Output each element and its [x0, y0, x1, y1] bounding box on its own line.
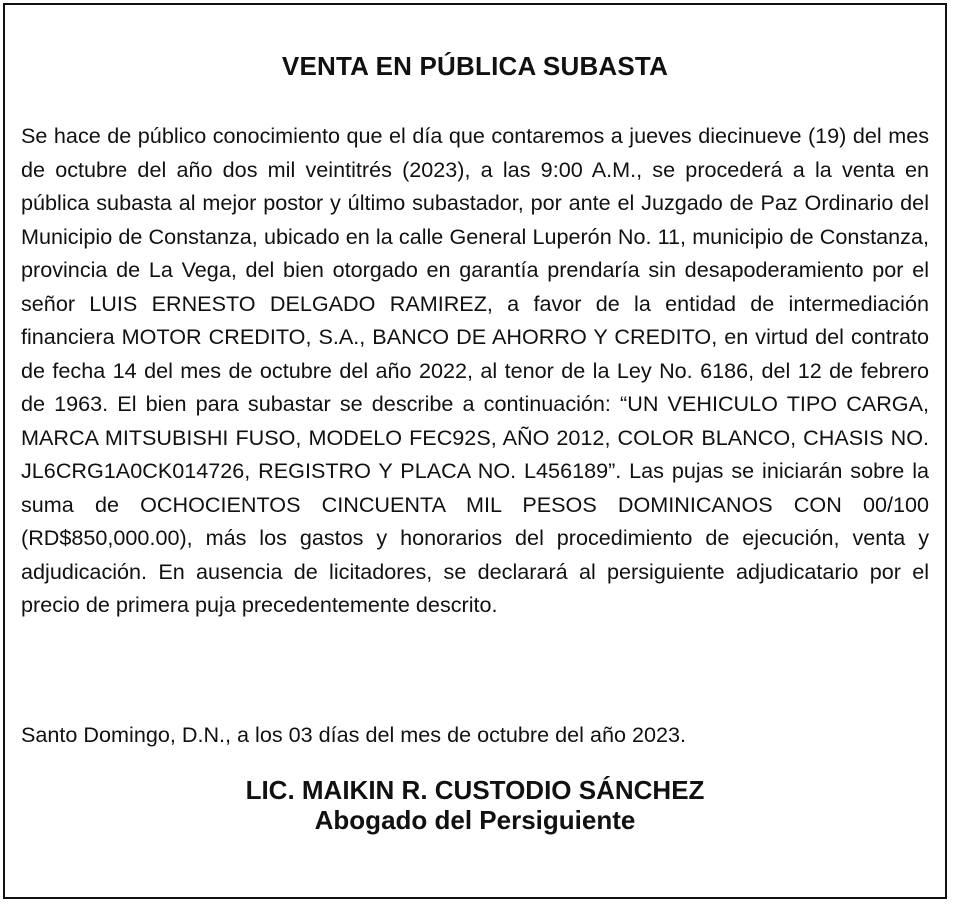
auction-notice	[3, 3, 947, 899]
signature-block	[5, 775, 945, 835]
signature-role: Abogado del Persiguiente	[314, 805, 636, 835]
notice-body: Se hace de público conocimiento que el día que contaremos a jueves diecinueve (19) del mes de octubre del año dos mil veintitrés (2023), a las 9:00 A.M., se procederá a la venta en pública subasta al mejor postor y último subastador, por ante el Juzgado de Paz Ordinario del Municipio de Constanza, ubicado en la calle General Luperón No. 11, municipio de Constanza, provincia de La Vega, del bien otorgado en garantía prendaría sin desapoderamiento por el señor LUIS ERNESTO DELGADO RAMIREZ, a favor de la entidad de intermediación financiera MOTOR CREDITO, S.A., BANCO DE AHORRO Y CREDITO, en virtud del contrato de fecha 14 del mes de octubre del año 2022, al tenor de la Ley No. 6186, del 12 de febrero de 1963. El bien para subastar se describe a continuación: “UN VEHICULO TIPO CARGA, MARCA MITSUBISHI FUSO, MODELO FEC92S, AÑO 2012, COLOR BLANCO, CHASIS NO. JL6CRG1A0CK014726, REGISTRO Y PLACA NO. L456189”. Las pujas se iniciarán sobre la suma de OCHOCIENTOS CINCUENTA MIL PESOS DOMINICANOS CON 00/100 (RD$850,000.00), más los gastos y honorarios del procedimiento de ejecución, venta y adjudicación. En ausencia de licitadores, se declarará al persiguiente adjudicatario por el precio de primera puja precedentemente descrito.	[21, 123, 929, 617]
notice-title: VENTA EN PÚBLICA SUBASTA	[281, 51, 669, 81]
signature-name: LIC. MAIKIN R. CUSTODIO SÁNCHEZ	[245, 775, 705, 805]
notice-date-line: Santo Domingo, D.N., a los 03 días del mes de octubre del año 2023.	[21, 722, 687, 747]
